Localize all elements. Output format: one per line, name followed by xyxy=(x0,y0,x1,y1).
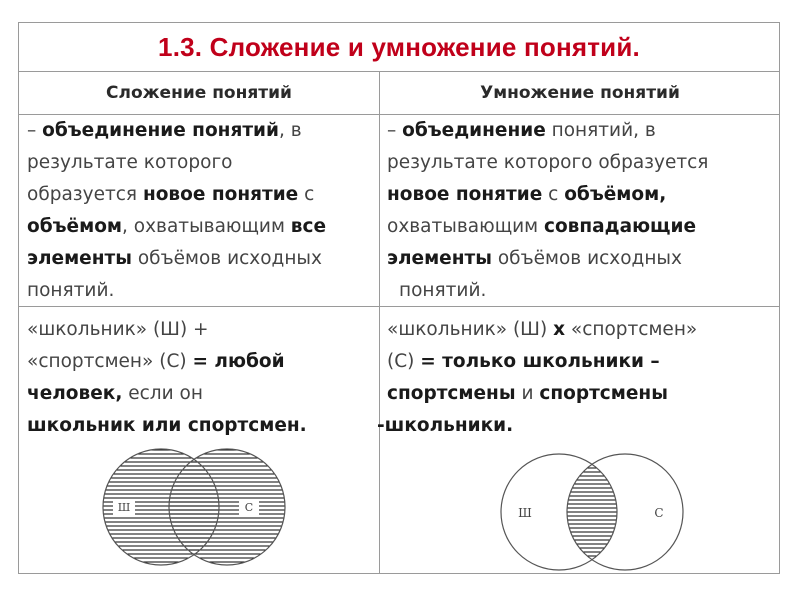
set-b-label: С xyxy=(244,501,254,514)
set-a-label: Ш xyxy=(117,501,131,514)
set-b-label: С xyxy=(654,506,664,520)
title-row xyxy=(19,23,779,72)
definition-addition: – объединение понятий, в результате которого образуется новое понятие с объёмом, охватывающим все элементы объёмов исходных понятий. xyxy=(27,120,327,301)
set-a-label: Ш xyxy=(518,506,532,520)
header-multiplication: Умножение понятий xyxy=(480,83,680,103)
page-title: 1.3. Сложение и умножение понятий. xyxy=(158,31,640,62)
venn-union-diagram xyxy=(99,445,289,569)
venn-intersection-diagram xyxy=(497,451,687,573)
definition-multiplication: – объединение понятий, в результате которого образуется новое понятие с объёмом, охватывающим совпадающие элементы объёмов исходных понятий. xyxy=(387,120,709,301)
example-addition: «школьник» (Ш) + «спортсмен» (С) = любой человек, если он школьник или спортсмен. xyxy=(27,319,307,436)
concepts-table xyxy=(18,22,780,574)
header-addition: Сложение понятий xyxy=(106,83,292,103)
example-multiplication: «школьник» (Ш) х «спортсмен» (С) = только школьники – спортсмены и спортсмены -школьники. xyxy=(377,319,698,436)
column-divider xyxy=(379,71,380,574)
